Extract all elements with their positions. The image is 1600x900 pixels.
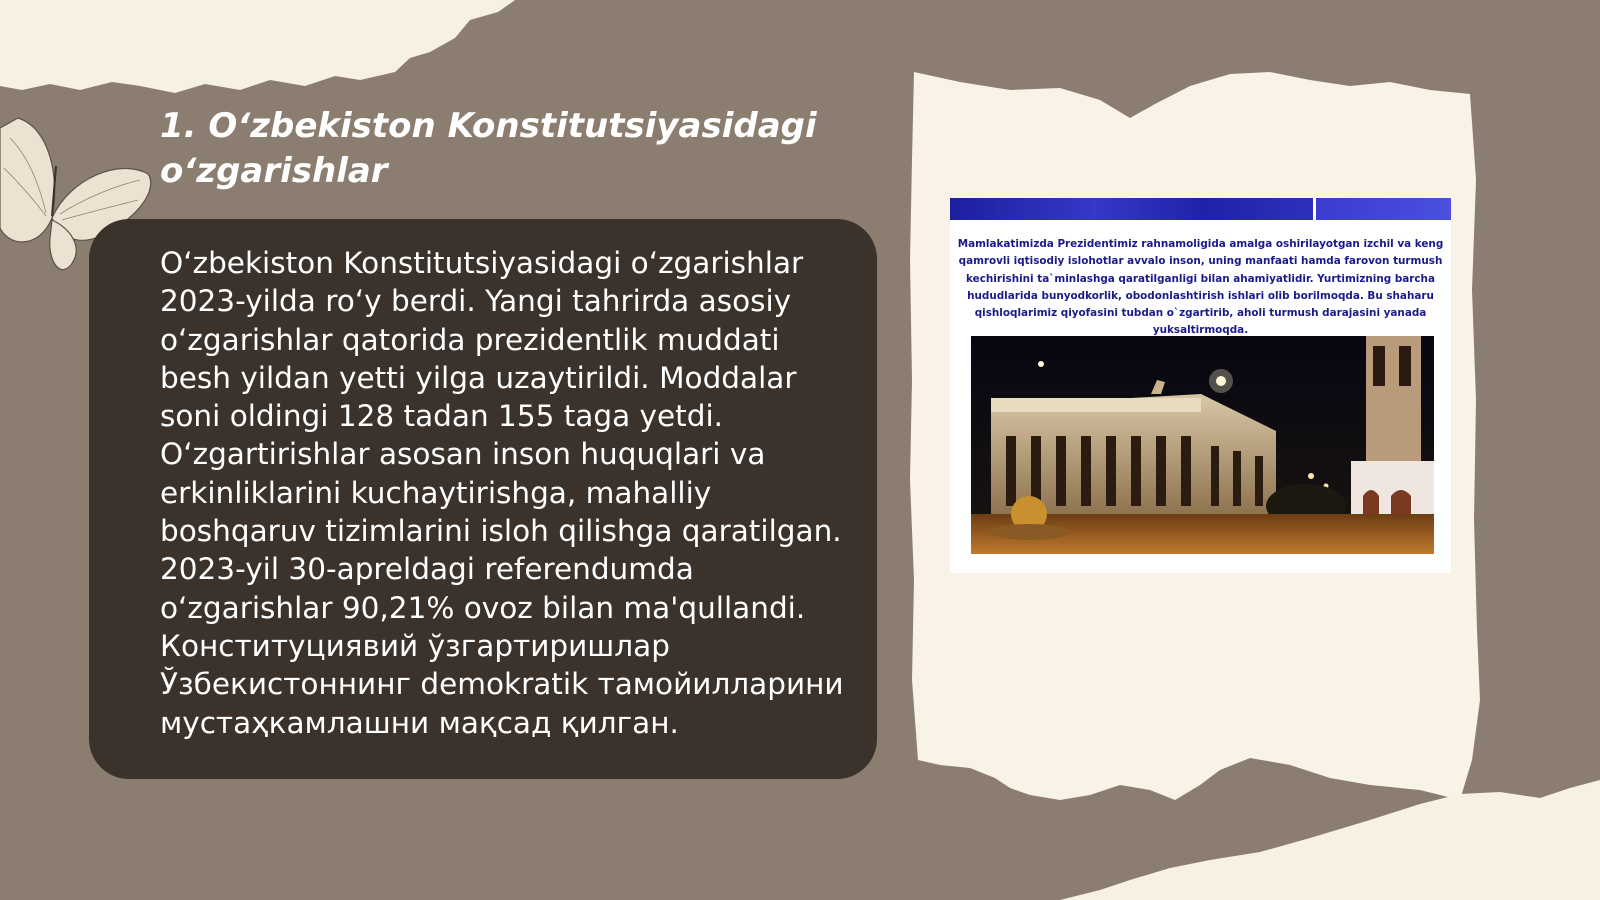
slide-title: 1. O‘zbekiston Konstitutsiyasidagi o‘zgarishlar <box>160 106 817 191</box>
card-caption-text: Mamlakatimizda Prezidentimiz rahnamoligida amalga oshirilayotgan izchil va keng qamrovli iqtisodiy islohotlar avvalo inson, uning manfaati hamda farovon turmush kechirishini ta`minlashga qaratilganligi bilan ahamiyatlidir. Yurtimizning barcha hududlarida bunyodkorlik, obodonlashtirish ishlari olib borilmoqda. Bu shaharu qishloqlarimiz qiyofasini tubdan o`zgartirib, aholi turmush darajasini yanada yuksaltirmoqda. <box>957 238 1444 337</box>
card-header-banner <box>950 198 1313 220</box>
image-card <box>950 198 1451 573</box>
card-header-banner-right <box>1316 198 1451 220</box>
slide-body-text: O‘zbekiston Konstitutsiyasidagi o‘zgarishlar 2023-yilda ro‘y berdi. Yangi tahrirda asosiy o‘zgarishlar qatorida prezidentlik muddati besh yildan yetti yilga uzaytirildi. Moddalar soni oldingi 128 tadan 155 taga yetdi. O‘zgartirishlar asosan inson huquqlari va erkinliklarini kuchaytirishga, mahalliy boshqaruv tizimlarini isloh qilishga qaratilgan. 2023-yil 30-apreldagi referendumda o‘zgarishlar 90,21% ovoz bilan ma'qullandi. Конституциявий ўзгартиришлар Ўзбекистоннинг demokratik тамойилларини мустаҳкамлашни мақсад қилган. <box>160 246 844 740</box>
building-night-photo <box>971 336 1434 554</box>
torn-paper-top-left <box>0 0 560 110</box>
